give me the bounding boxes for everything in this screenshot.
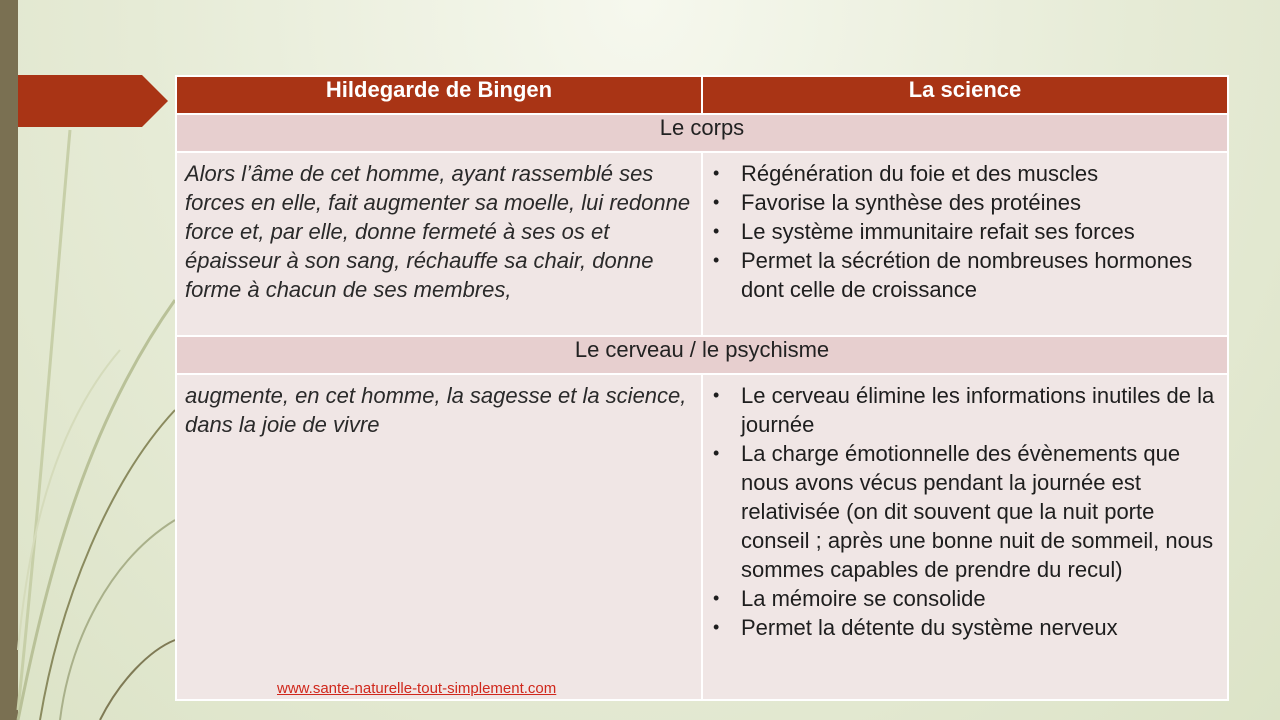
comparison-table (175, 75, 1229, 701)
list-item: • Permet la sécrétion de nombreuses hormones dont celle de croissance (741, 246, 1219, 304)
bullet-list-corps (703, 153, 1227, 310)
quote-text-corps: Alors l’âme de cet homme, ayant rassemblé ses forces en elle, fait augmenter sa moelle, lui redonne force et, par elle, donne fermeté à ses os et épaisseur à son sang, réchauffe sa chair, donne forme à chacun de ses membres, (185, 161, 691, 302)
list-item: • La charge émotionnelle des évènements que nous avons vécus pendant la journée est relativisée (on dit souvent que la nuit porte conseil ; après une bonne nuit de sommeil, nous sommes capables de prendre du recul) (741, 439, 1219, 584)
bullet-list-cerveau (703, 375, 1227, 648)
list-item: • Régénération du foie et des muscles (741, 159, 1219, 188)
arrow-tab (18, 75, 168, 127)
quote-text-cerveau: augmente, en cet homme, la sagesse et la science, dans la joie de vivre (185, 383, 687, 437)
quote-cell-cerveau (176, 374, 702, 700)
section-title-corps: Le corps (176, 114, 1228, 152)
table-header-row (176, 76, 1228, 114)
list-item: • Permet la détente du système nerveux (741, 613, 1219, 642)
list-item: • Le cerveau élimine les informations inutiles de la journée (741, 381, 1219, 439)
website-link[interactable]: www.sante-naturelle-tout-simplement.com (277, 680, 557, 697)
header-hildegarde: Hildegarde de Bingen (176, 76, 702, 114)
section-row-cerveau (176, 336, 1228, 374)
science-cell-corps (702, 152, 1228, 336)
table-row-corps (176, 152, 1228, 336)
science-cell-cerveau (702, 374, 1228, 700)
list-item: • La mémoire se consolide (741, 584, 1219, 613)
header-science: La science (702, 76, 1228, 114)
quote-cell-corps (176, 152, 702, 336)
list-item: • Favorise la synthèse des protéines (741, 188, 1219, 217)
table-row-cerveau (176, 374, 1228, 700)
section-row-corps (176, 114, 1228, 152)
section-title-cerveau: Le cerveau / le psychisme (176, 336, 1228, 374)
list-item: • Le système immunitaire refait ses forces (741, 217, 1219, 246)
